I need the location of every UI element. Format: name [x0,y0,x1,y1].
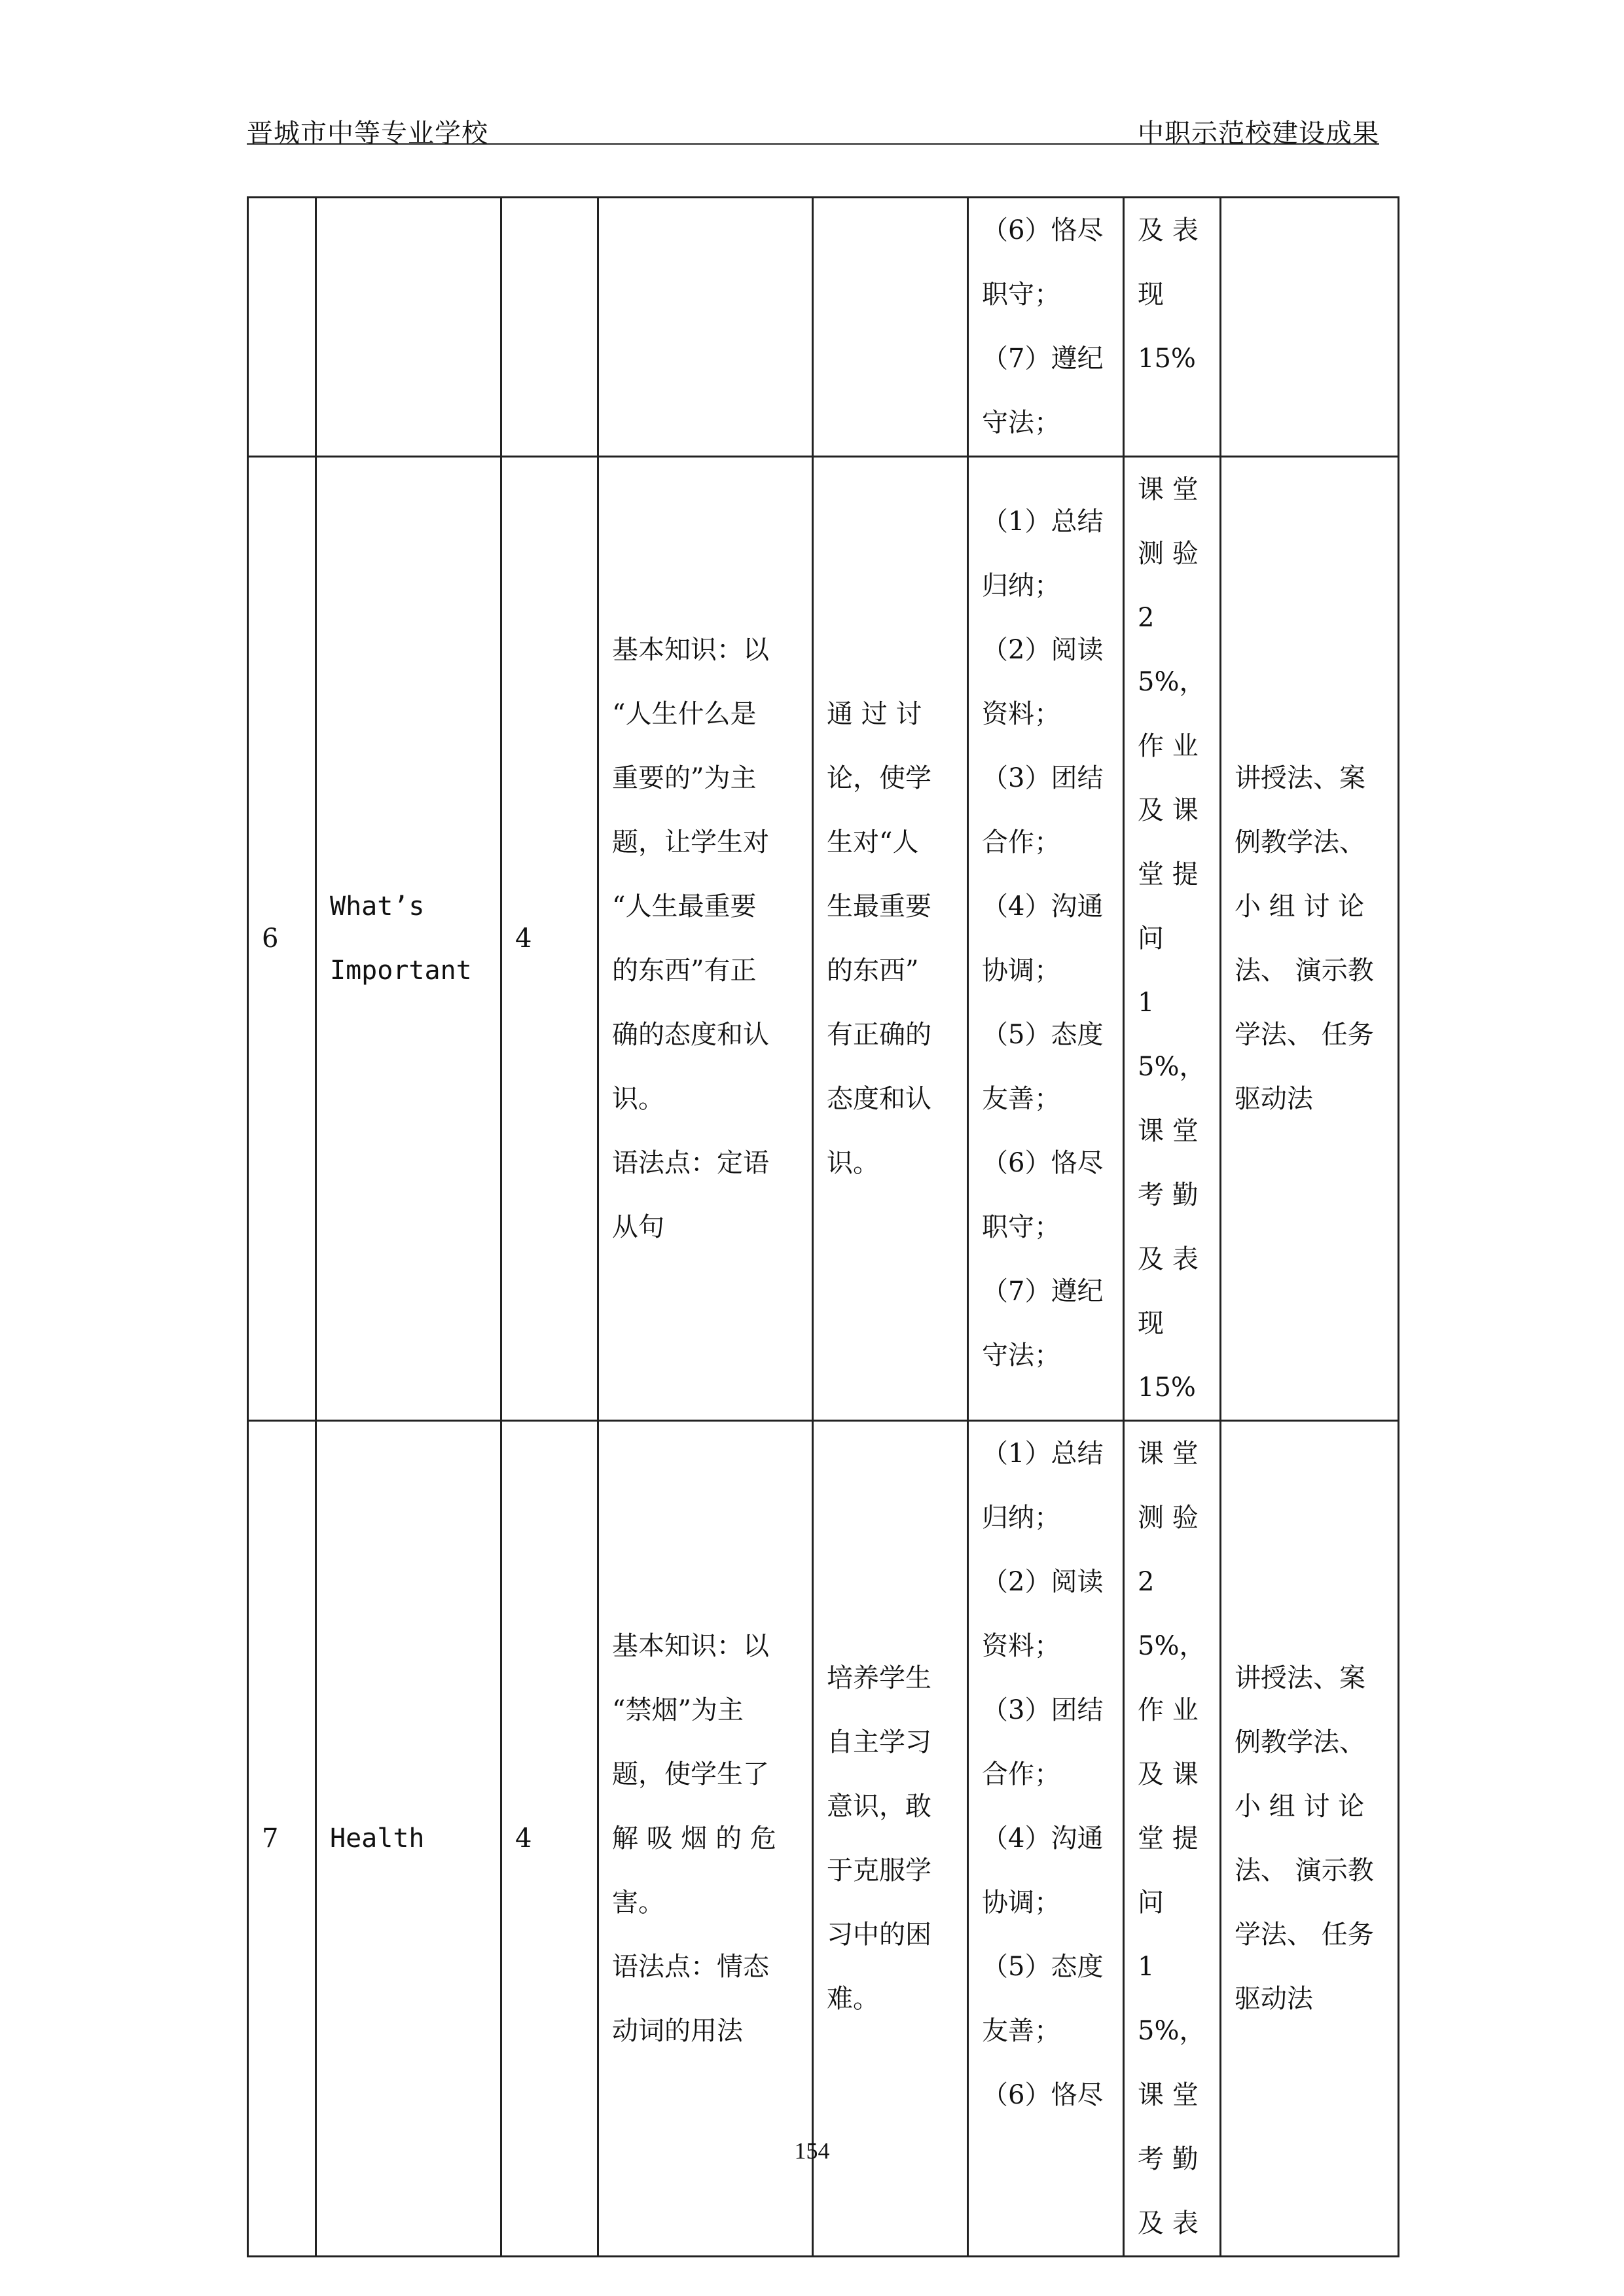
cell-unit [316,198,501,457]
cell-method: 讲授法、案 例教学法、 小 组 讨 论 法、 演示教 学法、 任务 驱动法 [1221,1421,1399,2257]
cell-hours [501,198,598,457]
page-header [247,113,1379,149]
cell-hours: 4 [501,1421,598,2257]
cell-no: 7 [248,1421,316,2257]
cell-goal: 培养学生 自主学习 意识，敢 于克服学 习中的困 难。 [813,1421,968,2257]
cell-no [248,198,316,457]
cell-unit: Health [316,1421,501,2257]
school-name: 晋城市中等专业学校 [247,118,488,149]
header-divider [247,143,1379,145]
cell-assessment: 课 堂 测 验 25%， 作 业 及 课 堂 提 问 15%， 课 堂 考 勤 及 表 现 15% [1124,457,1221,1421]
cell-content: 基本知识：以 “禁烟”为主 题，使学生了 解 吸 烟 的 危 害。 语法点：情态 动词的用法 [598,1421,813,2257]
cell-hours: 4 [501,457,598,1421]
cell-content: 基本知识：以 “人生什么是 重要的”为主 题，让学生对 “人生最重要 的东西”有正 确的态度和认 识。 语法点：定语 从句 [598,457,813,1421]
cell-goal [813,198,968,457]
cell-no: 6 [248,457,316,1421]
cell-method [1221,198,1399,457]
page-number: 154 [794,2138,830,2164]
cell-assessment: 课 堂 测 验 25%， 作 业 及 课 堂 提 问 15%， 课 堂 考 勤 及 表 [1124,1421,1221,2257]
cell-goal: 通 过 讨 论，使学 生对“人 生最重要 的东西” 有正确的 态度和认 识。 [813,457,968,1421]
cell-method: 讲授法、案 例教学法、 小 组 讨 论 法、 演示教 学法、 任务 驱动法 [1221,457,1399,1421]
cell-assessment: 及 表 现 15% [1124,198,1221,457]
cell-ability: （6）恪尽 职守； （7）遵纪 守法； [968,198,1124,457]
table-row [248,198,1399,457]
table-row [248,457,1399,1421]
document-title: 中职示范校建设成果 [1138,118,1379,149]
cell-ability: （1）总结 归纳； （2）阅读 资料； （3）团结 合作； （4）沟通 协调； （5）态度 友善； （6）恪尽 职守； （7）遵纪 守法； [968,457,1124,1421]
cell-ability: （1）总结 归纳； （2）阅读 资料； （3）团结 合作； （4）沟通 协调； （5）态度 友善； （6）恪尽 [968,1421,1124,2257]
table-row [248,1421,1399,2257]
cell-unit: What’s Important [316,457,501,1421]
cell-content [598,198,813,457]
course-plan-table [247,196,1399,2257]
